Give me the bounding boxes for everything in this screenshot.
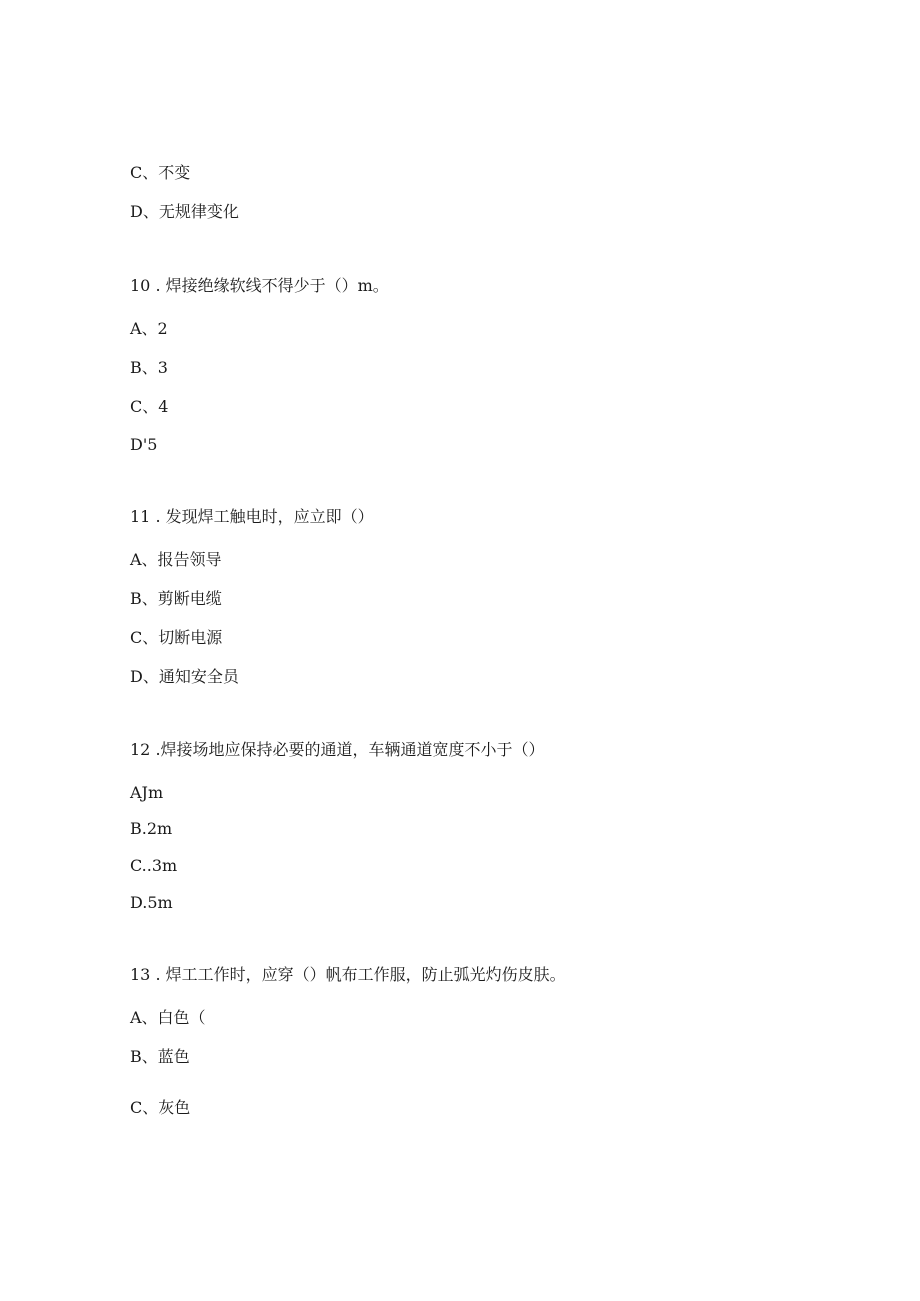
q10-question: 10 . 焊接绝缘软线不得少于（）m。 bbox=[130, 276, 389, 295]
q12-option-d: D.5m bbox=[130, 893, 173, 912]
q11-question: 11 . 发现焊工触电时，应立即（） bbox=[130, 507, 374, 526]
q11-option-b: B、剪断电缆 bbox=[130, 589, 222, 608]
q12-option-b: B.2m bbox=[130, 819, 173, 838]
q13-question: 13 . 焊工工作时，应穿（）帆布工作服，防止弧光灼伤皮肤。 bbox=[130, 965, 566, 984]
q10-option-c: C、4 bbox=[130, 397, 169, 416]
q11-option-c: C、切断电源 bbox=[130, 628, 223, 647]
q9-option-c: C、不变 bbox=[130, 163, 191, 182]
q13-option-b: B、蓝色 bbox=[130, 1047, 190, 1066]
q10-option-b: B、3 bbox=[130, 358, 168, 377]
q11-option-d: D、通知安全员 bbox=[130, 667, 239, 686]
q12-option-a: AJm bbox=[130, 783, 164, 802]
q9-option-d: D、无规律变化 bbox=[130, 202, 239, 221]
q12-option-c: C..3m bbox=[130, 856, 178, 875]
q11-option-a: A、报告领导 bbox=[130, 550, 222, 569]
q10-option-a: A、2 bbox=[130, 319, 168, 338]
q13-option-c: C、灰色 bbox=[130, 1098, 191, 1117]
q12-question: 12 .焊接场地应保持必要的通道，车辆通道宽度不小于（） bbox=[130, 740, 545, 759]
q10-option-d: D'5 bbox=[130, 435, 158, 454]
q13-option-a: A、白色（ bbox=[130, 1008, 206, 1027]
